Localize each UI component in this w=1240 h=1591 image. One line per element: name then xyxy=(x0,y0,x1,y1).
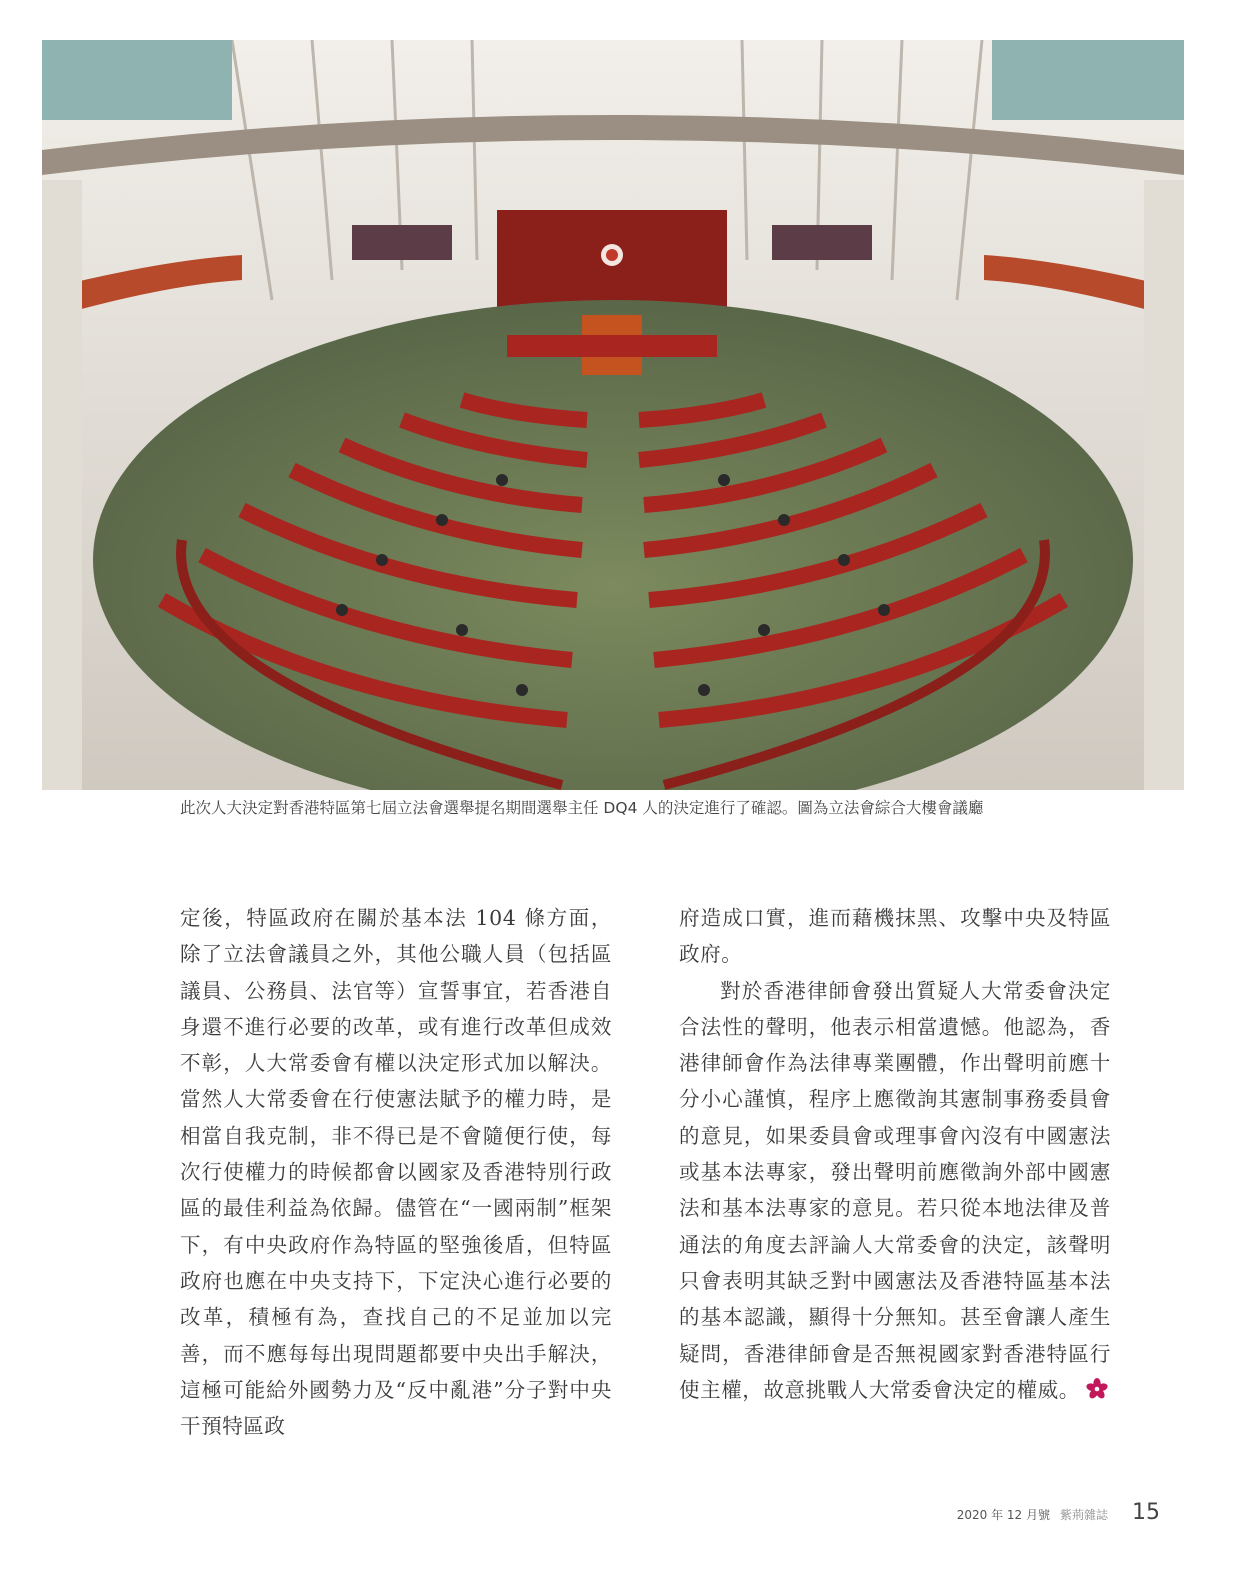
article-paragraph: 府造成口實，進而藉機抹黑、攻擊中央及特區政府。 xyxy=(679,906,1111,967)
bauhinia-flower-icon xyxy=(1086,1378,1108,1400)
page-number: 15 xyxy=(1132,1500,1160,1525)
article-paragraph xyxy=(679,973,1111,1409)
chamber-photo xyxy=(42,40,1184,790)
magazine-name: 紫荊雜誌 xyxy=(1059,1508,1108,1522)
article-column-right xyxy=(679,900,1111,1408)
photo-caption: 此次人大決定對香港特區第七屆立法會選舉提名期間選舉主任 DQ4 人的決定進行了確認。圖為立法會綜合大樓會議廳 xyxy=(180,799,984,817)
article-paragraph-text: 對於香港律師會發出質疑人大常委會決定合法性的聲明，他表示相當遺憾。他認為，香港律師會作為法律專業團體，作出聲明前應十分小心謹慎，程序上應徵詢其憲制事務委員會的意見，如果委員會或理事會內沒有中國憲法或基本法專家，發出聲明前應徵詢外部中國憲法和基本法專家的意見。若只從本地法律及普通法的角度去評論人大常委會的決定，該聲明只會表明其缺乏對中國憲法及香港特區基本法的基本認識，顯得十分無知。甚至會讓人產生疑問，香港律師會是否無視國家對香港特區行使主權，故意挑戰人大常委會決定的權威。 xyxy=(679,978,1111,1402)
page-footer xyxy=(957,1500,1160,1525)
issue-date: 2020 年 12 月號 xyxy=(956,1508,1050,1522)
article-column-left xyxy=(180,900,612,1444)
article-paragraph: 定後，特區政府在關於基本法 104 條方面，除了立法會議員之外，其他公職人員（包括區議員、公務員、法官等）宣誓事宜，若香港自身還不進行必要的改革，或有進行改革但成效不彰，人大常委會有權以決定形式加以解決。當然人大常委會在行使憲法賦予的權力時，是相當自我克制，非不得已是不會隨便行使，每次行使權力的時候都會以國家及香港特別行政區的最佳利益為依歸。儘管在“一國兩制”框架下，有中央政府作為特區的堅強後盾，但特區政府也應在中央支持下，下定決心進行必要的改革，積極有為，查找自己的不足並加以完善，而不應每每出現問題都要中央出手解決，這極可能給外國勢力及“反中亂港”分子對中央干預特區政 xyxy=(180,906,612,1439)
legislative-council-chamber-illustration xyxy=(42,40,1184,790)
